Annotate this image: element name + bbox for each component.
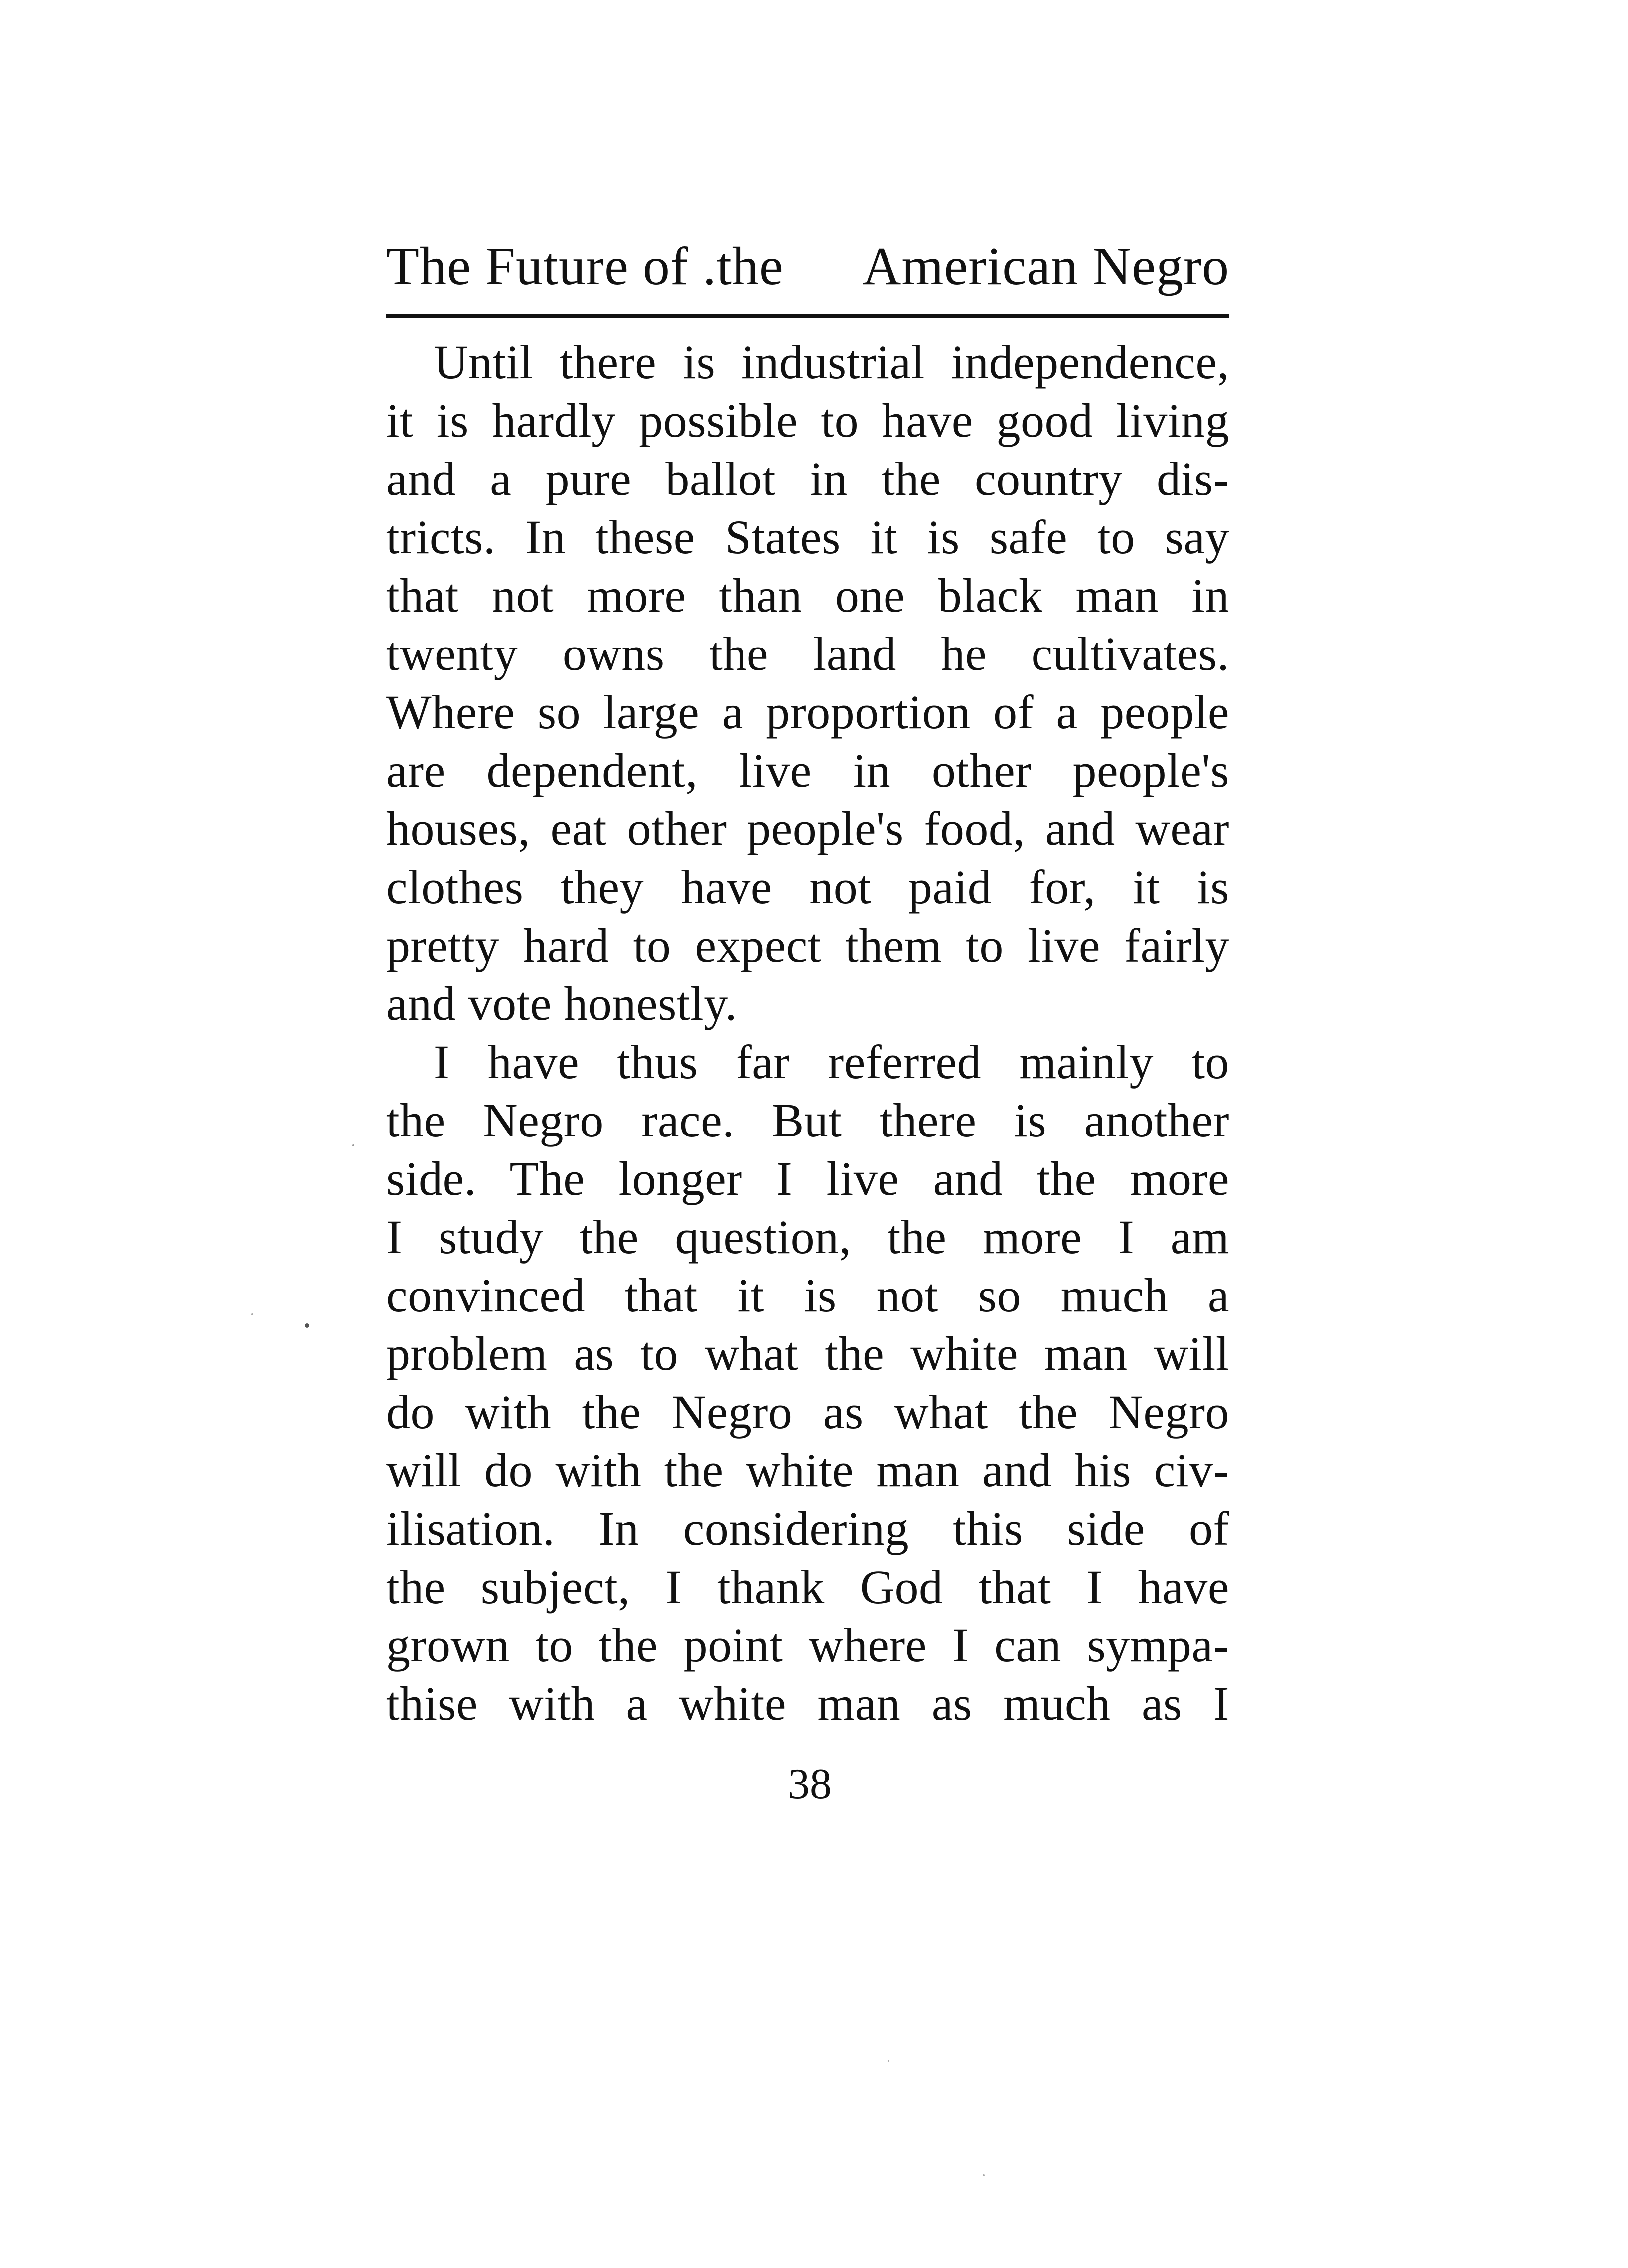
text-line: grown to the point where I can sympa-	[386, 1619, 1229, 1672]
paragraph-1	[386, 333, 1229, 1033]
scan-speck	[352, 1144, 354, 1146]
text-line: it is hardly possible to have good living	[386, 394, 1229, 447]
text-line: tricts. In these States it is safe to say	[386, 510, 1229, 564]
paragraph-2	[386, 1033, 1229, 1733]
text-line: pretty hard to expect them to live fairly	[386, 919, 1229, 972]
text-line: the subject, I thank God that I have	[386, 1560, 1229, 1614]
header-rule	[386, 314, 1229, 318]
scan-speck	[251, 1313, 253, 1315]
text-line: side. The longer I live and the more	[386, 1152, 1229, 1205]
text-line: houses, eat other people's food, and wear	[386, 802, 1229, 855]
text-line: the Negro race. But there is another	[386, 1094, 1229, 1147]
body-text	[386, 333, 1229, 1733]
text-line: I study the question, the more I am	[386, 1210, 1229, 1264]
text-line: that not more than one black man in	[386, 569, 1229, 622]
text-line: will do with the white man and his civ-	[386, 1444, 1229, 1497]
text-line: convinced that it is not so much a	[386, 1269, 1229, 1322]
text-line: ilisation. In considering this side of	[386, 1502, 1229, 1555]
text-line: clothes they have not paid for, it is	[386, 860, 1229, 914]
text-line: do with the Negro as what the Negro	[386, 1385, 1229, 1439]
running-head-title-left: The Future of .the	[386, 237, 784, 296]
text-line: I have thus far referred mainly to	[434, 1035, 1229, 1089]
scan-speck	[888, 2060, 889, 2062]
text-line: problem as to what the white man will	[386, 1327, 1229, 1380]
running-head-title-right: American Negro	[862, 237, 1229, 296]
page-number: 38	[788, 1760, 832, 1808]
text-line: Where so large a proportion of a people	[386, 685, 1229, 739]
text-line: twenty owns the land he cultivates.	[386, 627, 1229, 680]
text-line: Until there is industrial independence,	[434, 335, 1229, 389]
text-line: and a pure ballot in the country dis-	[386, 452, 1229, 505]
text-line: thise with a white man as much as I	[386, 1677, 1229, 1730]
scan-speck	[983, 2174, 985, 2176]
running-head	[386, 234, 1229, 299]
scan-speck	[305, 1323, 309, 1328]
text-line: and vote honestly.	[386, 977, 737, 1030]
text-line: are dependent, live in other people's	[386, 744, 1229, 797]
